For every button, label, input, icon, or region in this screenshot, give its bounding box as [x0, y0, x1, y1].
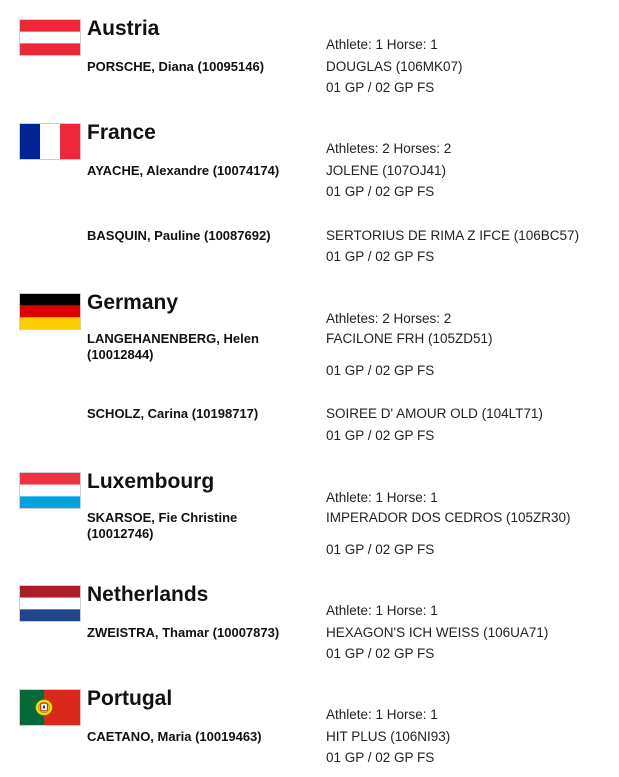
country-name: Austria	[87, 17, 160, 40]
event-list: 01 GP / 02 GP FS	[326, 542, 435, 557]
horse-name[interactable]: FACILONE FRH (105ZD51)	[326, 331, 493, 346]
austria-flag-icon	[19, 19, 81, 56]
event-list: 01 GP / 02 GP FS	[326, 646, 435, 661]
athlete-name[interactable]: ZWEISTRA, Thamar (10007873)	[87, 625, 280, 640]
entry-summary: Athletes: 2 Horses: 2	[326, 141, 452, 156]
athlete-name[interactable]: CAETANO, Maria (10019463)	[87, 729, 262, 744]
country-name: Germany	[87, 291, 179, 314]
horse-name[interactable]: JOLENE (107OJ41)	[326, 163, 447, 178]
event-list: 01 GP / 02 GP FS	[326, 184, 435, 199]
entry-summary: Athletes: 2 Horses: 2	[326, 311, 452, 326]
horse-name[interactable]: DOUGLAS (106MK07)	[326, 59, 463, 74]
horse-name[interactable]: HIT PLUS (106NI93)	[326, 729, 451, 744]
event-list: 01 GP / 02 GP FS	[326, 363, 435, 378]
germany-flag-icon	[19, 293, 81, 330]
luxembourg-flag-icon	[19, 472, 81, 509]
entry-summary: Athlete: 1 Horse: 1	[326, 37, 438, 52]
horse-name[interactable]: IMPERADOR DOS CEDROS (105ZR30)	[326, 510, 571, 525]
horse-name[interactable]: SERTORIUS DE RIMA Z IFCE (106BC57)	[326, 228, 580, 243]
event-list: 01 GP / 02 GP FS	[326, 428, 435, 443]
athlete-name[interactable]: SCHOLZ, Carina (10198717)	[87, 406, 259, 421]
entry-summary: Athlete: 1 Horse: 1	[326, 707, 438, 722]
horse-name[interactable]: HEXAGON'S ICH WEISS (106UA71)	[326, 625, 549, 640]
athlete-name[interactable]: LANGEHANENBERG, Helen (10012844)	[87, 331, 259, 362]
event-list: 01 GP / 02 GP FS	[326, 249, 435, 264]
event-list: 01 GP / 02 GP FS	[326, 750, 435, 765]
athlete-name[interactable]: BASQUIN, Pauline (10087692)	[87, 228, 271, 243]
athlete-name[interactable]: AYACHE, Alexandre (10074174)	[87, 163, 280, 178]
country-name: Netherlands	[87, 583, 209, 606]
france-flag-icon	[19, 123, 81, 160]
entry-summary: Athlete: 1 Horse: 1	[326, 490, 438, 505]
horse-name[interactable]: SOIREE D' AMOUR OLD (104LT71)	[326, 406, 543, 421]
portugal-flag-icon	[19, 689, 81, 726]
athlete-name[interactable]: SKARSOE, Fie Christine (10012746)	[87, 510, 238, 541]
country-name: France	[87, 121, 156, 144]
athlete-name[interactable]: PORSCHE, Diana (10095146)	[87, 59, 265, 74]
netherlands-flag-icon	[19, 585, 81, 622]
event-list: 01 GP / 02 GP FS	[326, 80, 435, 95]
country-name: Portugal	[87, 687, 173, 710]
entry-summary: Athlete: 1 Horse: 1	[326, 603, 438, 618]
country-name: Luxembourg	[87, 470, 215, 493]
